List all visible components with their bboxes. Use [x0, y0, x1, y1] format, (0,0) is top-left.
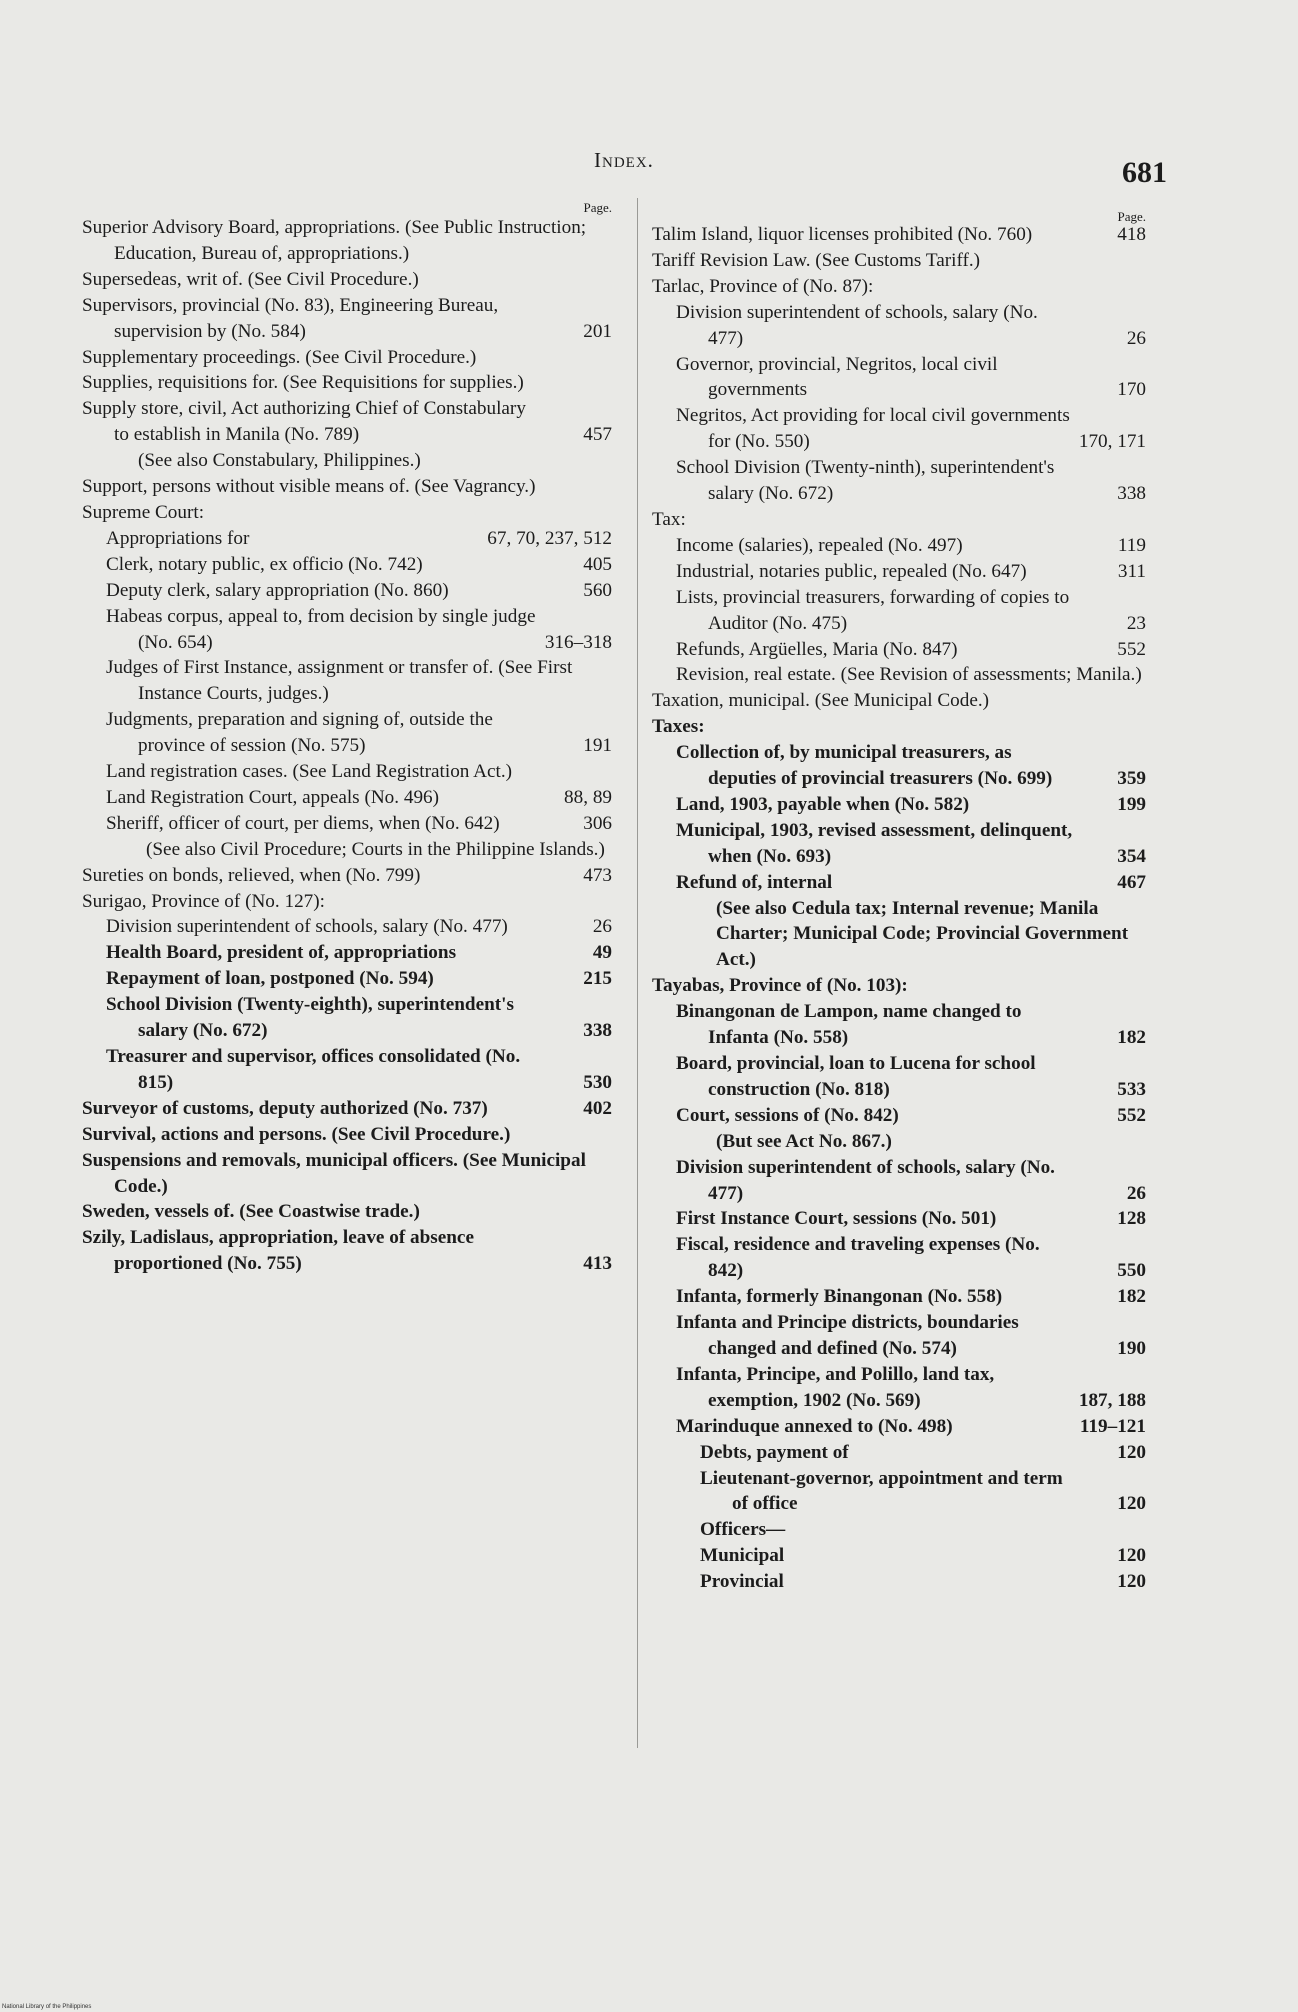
- entry-text: Lists, provincial treasurers, forwarding of copies to Auditor (No. 475): [676, 586, 1070, 634]
- entry-text: Revision, real estate. (See Revision of assessments; Manila.): [676, 664, 1142, 686]
- entry-text: Repayment of loan, postponed (No. 594): [106, 968, 434, 990]
- entry-page-ref: 26: [592, 916, 612, 938]
- index-entry: [652, 792, 1146, 818]
- entry-text: Governor, provincial, Negritos, local civil governments: [676, 353, 998, 401]
- entry-text: Infanta, Principe, and Polillo, land tax, exemption, 1902 (No. 569): [676, 1363, 995, 1411]
- index-entry: [82, 655, 612, 707]
- index-entry: [82, 1225, 612, 1277]
- index-entry: [82, 1096, 612, 1122]
- index-entry: [82, 966, 612, 992]
- index-entry: [652, 1155, 1146, 1207]
- page-header: [0, 148, 1298, 188]
- entry-text: Taxation, municipal. (See Municipal Code.): [652, 690, 990, 712]
- entry-text: Land Registration Court, appeals (No. 496): [106, 786, 440, 808]
- entry-text: Marinduque annexed to (No. 498): [676, 1415, 953, 1437]
- index-entry: [82, 552, 612, 578]
- entry-text: Provincial: [700, 1571, 784, 1593]
- entry-text: Surigao, Province of (No. 127):: [82, 890, 326, 912]
- entry-text: Industrial, notaries public, repealed (No. 647): [676, 560, 1027, 582]
- entry-page-ref: 119: [1117, 534, 1146, 556]
- entry-page-ref: 413: [583, 1253, 612, 1275]
- entry-text: Debts, payment of: [700, 1441, 849, 1463]
- entry-text: Fiscal, residence and traveling expenses (No. 842): [676, 1234, 1040, 1282]
- entry-page-ref: 119–121: [1079, 1415, 1146, 1437]
- entry-page-ref: 191: [583, 735, 612, 757]
- entry-text: Judges of First Instance, assignment or transfer of. (See First Instance Courts, judges.): [106, 657, 573, 705]
- entry-text: (See also Civil Procedure; Courts in the Philippine Islands.): [146, 838, 605, 860]
- entry-text: Collection of, by municipal treasurers, as deputies of provincial treasurers (No. 699): [676, 742, 1053, 790]
- index-entry: [652, 740, 1146, 792]
- index-entry: [652, 559, 1146, 585]
- index-entry: [82, 293, 612, 345]
- entry-text: Supply store, civil, Act authorizing Chief of Constabulary to establish in Manila (No. 789): [82, 398, 526, 446]
- entry-page-ref: 552: [1117, 638, 1146, 660]
- index-entry: [652, 1129, 1146, 1155]
- entry-text: Refunds, Argüelles, Maria (No. 847): [676, 638, 958, 660]
- index-entry: [82, 526, 612, 552]
- index-entry: [652, 973, 1146, 999]
- entry-page-ref: 88, 89: [564, 786, 612, 808]
- entry-text: Sureties on bonds, relieved, when (No. 799): [82, 864, 421, 886]
- entry-page-ref: 311: [1117, 560, 1146, 582]
- index-entry: [652, 585, 1146, 637]
- index-entry: [652, 1414, 1146, 1440]
- entry-page-ref: 467: [1117, 871, 1146, 893]
- entry-text: Tariff Revision Law. (See Customs Tariff.): [652, 249, 981, 271]
- index-entry: [652, 999, 1146, 1051]
- index-entry: [652, 1206, 1146, 1232]
- index-entry: [82, 345, 612, 371]
- entry-text: Officers—: [700, 1519, 786, 1541]
- index-entry: [652, 637, 1146, 663]
- entry-text: Infanta and Principe districts, boundaries changed and defined (No. 574): [676, 1312, 1019, 1359]
- left-entries: [82, 205, 612, 1277]
- index-entry: [652, 300, 1146, 352]
- entry-page-ref: 23: [1126, 612, 1146, 634]
- index-entry: [652, 870, 1146, 896]
- index-entry: [82, 215, 612, 267]
- entry-text: Taxes:: [652, 716, 705, 738]
- entry-page-ref: 405: [583, 553, 612, 575]
- entry-text: Sheriff, officer of court, per diems, when (No. 642): [106, 812, 500, 834]
- entry-text: Supplies, requisitions for. (See Requisitions for supplies.): [82, 372, 524, 394]
- entry-text: School Division (Twenty-eighth), superintendent's salary (No. 672): [106, 994, 514, 1042]
- entry-text: (See also Constabulary, Philippines.): [138, 450, 421, 472]
- entry-text: Supersedeas, writ of. (See Civil Procedure.): [82, 268, 419, 290]
- index-entry: [82, 914, 612, 940]
- index-entry: [652, 714, 1146, 740]
- entry-text: Clerk, notary public, ex officio (No. 742): [106, 553, 423, 575]
- index-entry: [652, 1569, 1146, 1595]
- entry-text: Appropriations for: [106, 527, 250, 549]
- entry-page-ref: 120: [1117, 1545, 1146, 1567]
- index-entry: [652, 533, 1146, 559]
- index-entry: [652, 1440, 1146, 1466]
- index-entry: [652, 403, 1146, 455]
- index-entry: [652, 1517, 1146, 1543]
- entry-text: Binangonan de Lampon, name changed to Infanta (No. 558): [676, 1001, 1022, 1049]
- entry-text: (See also Cedula tax; Internal revenue; Manila Charter; Municipal Code; Provincial Government Act.): [716, 897, 1129, 971]
- entry-text: Infanta, formerly Binangonan (No. 558): [676, 1286, 1003, 1308]
- index-entry: [652, 1284, 1146, 1310]
- entry-text: (But see Act No. 867.): [716, 1130, 892, 1152]
- entry-page-ref: 67, 70, 237, 512: [487, 527, 612, 549]
- entry-page-ref: 338: [1117, 483, 1146, 505]
- entry-text: Deputy clerk, salary appropriation (No. 860): [106, 579, 449, 601]
- index-entry: [652, 1310, 1146, 1362]
- index-entry: [652, 248, 1146, 274]
- entry-page-ref: 182: [1117, 1286, 1146, 1308]
- index-entry: [652, 896, 1146, 974]
- index-entry: [652, 1103, 1146, 1129]
- index-entry: [82, 1122, 612, 1148]
- entry-page-ref: 120: [1117, 1571, 1146, 1593]
- index-entry: [82, 578, 612, 604]
- index-entry: [82, 889, 612, 915]
- index-entry: [82, 785, 612, 811]
- index-entry: [82, 837, 612, 863]
- entry-text: Superior Advisory Board, appropriations. (See Public Instruction; Education, Bureau of, appropriations.): [82, 217, 587, 264]
- index-entry: [82, 811, 612, 837]
- index-entry: [652, 352, 1146, 404]
- entry-page-ref: 187, 188: [1078, 1389, 1146, 1411]
- entry-text: Land registration cases. (See Land Registration Act.): [106, 761, 513, 783]
- index-entry: [652, 507, 1146, 533]
- entry-text: Division superintendent of schools, salary (No. 477): [106, 916, 508, 938]
- entry-text: Tax:: [652, 508, 686, 530]
- index-entry: [82, 992, 612, 1044]
- entry-text: First Instance Court, sessions (No. 501): [676, 1208, 997, 1230]
- index-entry: [82, 474, 612, 500]
- entry-text: Income (salaries), repealed (No. 497): [676, 534, 963, 556]
- right-column: [652, 209, 1146, 1595]
- entry-text: Judgments, preparation and signing of, outside the province of session (No. 575): [106, 709, 493, 757]
- column-divider: [637, 198, 638, 1748]
- entry-text: Health Board, president of, appropriations: [106, 942, 457, 964]
- entry-text: Suspensions and removals, municipal officers. (See Municipal Code.): [82, 1149, 586, 1197]
- left-column: [82, 200, 612, 1277]
- entry-text: Land, 1903, payable when (No. 582): [676, 793, 970, 815]
- index-entry: [82, 863, 612, 889]
- entry-page-ref: 215: [583, 968, 612, 990]
- entry-page-ref: 552: [1117, 1104, 1146, 1126]
- entry-page-ref: 473: [583, 864, 612, 886]
- running-title: Index.: [594, 148, 654, 172]
- index-entry: [652, 1543, 1146, 1569]
- entry-page-ref: 128: [1117, 1208, 1146, 1230]
- entry-page-ref: 316–318: [544, 631, 612, 653]
- entry-text: School Division (Twenty-ninth), superintendent's salary (No. 672): [676, 457, 1055, 505]
- entry-page-ref: 530: [583, 1071, 612, 1093]
- entry-page-ref: 120: [1117, 1441, 1146, 1463]
- index-entry: [82, 267, 612, 293]
- entry-text: Tayabas, Province of (No. 103):: [652, 975, 908, 997]
- entry-page-ref: 354: [1117, 845, 1146, 867]
- index-entry: [82, 448, 612, 474]
- index-entry: [652, 222, 1146, 248]
- index-entry: [82, 707, 612, 759]
- entry-text: Division superintendent of schools, salary (No. 477): [676, 301, 1038, 349]
- entry-page-ref: 190: [1117, 1337, 1146, 1359]
- entry-page-ref: 201: [583, 320, 612, 342]
- entry-text: Refund of, internal: [676, 871, 833, 893]
- entry-page-ref: 418: [1117, 224, 1146, 245]
- entry-text: Supplementary proceedings. (See Civil Procedure.): [82, 346, 477, 368]
- entry-text: Surveyor of customs, deputy authorized (No. 737): [82, 1097, 488, 1119]
- entry-text: Municipal, 1903, revised assessment, delinquent, when (No. 693): [676, 819, 1073, 867]
- index-entry: [82, 1199, 612, 1225]
- left-page-label: Page.: [583, 200, 612, 215]
- index-entry: [652, 1232, 1146, 1284]
- entry-page-ref: 457: [583, 424, 612, 446]
- entry-page-ref: 533: [1117, 1078, 1146, 1100]
- entry-page-ref: 170: [1117, 379, 1146, 401]
- index-entry: [652, 818, 1146, 870]
- index-entry: [82, 759, 612, 785]
- entry-text: Talim Island, liquor licenses prohibited (No. 760): [652, 224, 1033, 245]
- entry-page-ref: 306: [583, 812, 612, 834]
- index-entry: [82, 1044, 612, 1096]
- entry-page-ref: 338: [583, 1020, 612, 1042]
- entry-text: Tarlac, Province of (No. 87):: [652, 275, 874, 297]
- index-entry: [652, 688, 1146, 714]
- entry-text: Survival, actions and persons. (See Civil Procedure.): [82, 1123, 511, 1145]
- entry-page-ref: 560: [583, 579, 612, 601]
- entry-page-ref: 402: [583, 1097, 612, 1119]
- entry-page-ref: 359: [1117, 768, 1146, 790]
- entry-page-ref: 49: [592, 942, 612, 964]
- entry-text: Supreme Court:: [82, 501, 205, 523]
- index-entry: [652, 1466, 1146, 1518]
- footer-credit: National Library of the Philippines: [2, 2004, 92, 2010]
- entry-text: Sweden, vessels of. (See Coastwise trade.): [82, 1201, 420, 1223]
- index-entry: [82, 500, 612, 526]
- index-entry: [82, 1148, 612, 1200]
- entry-text: Treasurer and supervisor, offices consolidated (No. 815): [106, 1046, 521, 1093]
- entry-page-ref: 182: [1117, 1027, 1146, 1049]
- index-entry: [82, 396, 612, 448]
- entry-text: Board, provincial, loan to Lucena for school construction (No. 818): [676, 1053, 1036, 1100]
- entry-text: Negritos, Act providing for local civil governments for (No. 550): [676, 405, 1070, 453]
- entry-page-ref: 26: [1126, 1182, 1146, 1204]
- index-entry: [652, 1051, 1146, 1103]
- index-entry: [82, 940, 612, 966]
- entry-text: Supervisors, provincial (No. 83), Engineering Bureau, supervision by (No. 584): [82, 294, 499, 342]
- right-entries: [652, 209, 1146, 1595]
- entry-page-ref: 170, 171: [1078, 431, 1146, 453]
- entry-text: Municipal: [700, 1545, 785, 1567]
- entry-page-ref: 26: [1126, 327, 1146, 349]
- index-entry: [652, 1362, 1146, 1414]
- index-entry: [652, 662, 1146, 688]
- entry-text: Court, sessions of (No. 842): [676, 1104, 899, 1126]
- page-number: 681: [1122, 156, 1167, 189]
- entry-text: Szily, Ladislaus, appropriation, leave of absence proportioned (No. 755): [82, 1227, 474, 1275]
- right-page-label: Page.: [1117, 209, 1146, 224]
- entry-text: Division superintendent of schools, salary (No. 477): [676, 1156, 1055, 1204]
- entry-text: Support, persons without visible means of. (See Vagrancy.): [82, 476, 536, 498]
- entry-text: Lieutenant-governor, appointment and term of office: [700, 1467, 1063, 1515]
- entry-page-ref: 120: [1117, 1493, 1146, 1515]
- entry-text: Habeas corpus, appeal to, from decision by single judge (No. 654): [106, 605, 536, 653]
- entry-page-ref: 550: [1117, 1260, 1146, 1282]
- index-entry: [82, 370, 612, 396]
- index-entry: [652, 455, 1146, 507]
- index-entry: [82, 604, 612, 656]
- entry-page-ref: 199: [1117, 793, 1146, 815]
- index-entry: [652, 274, 1146, 300]
